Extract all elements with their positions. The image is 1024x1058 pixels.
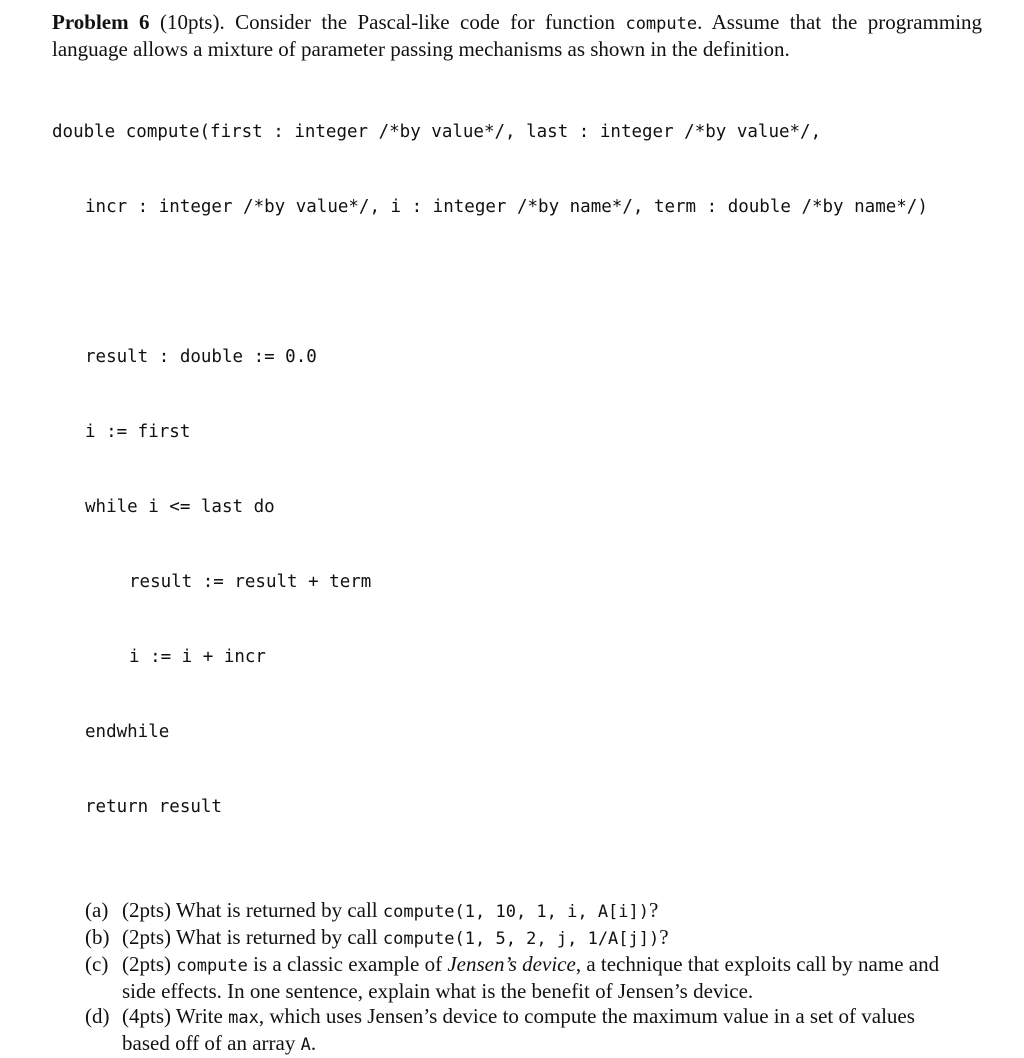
question-emphasis: Jensen’s device: [447, 952, 576, 976]
code-signature-line-1: double compute(first : integer /*by value*/, last : integer /*by value*/,: [52, 122, 822, 142]
question-code: compute(1, 10, 1, i, A[i]): [382, 902, 649, 922]
question-points: (2pts): [122, 925, 171, 949]
problem-text-before: Consider the Pascal-like code for function: [235, 10, 616, 34]
problem-statement: [52, 10, 982, 62]
code-line: result : double := 0.0: [85, 347, 317, 367]
question-text: , which uses Jensen’s device to compute the maximum value in a set of values based off of an array: [122, 1004, 915, 1055]
code-line: while i <= last do: [85, 497, 275, 517]
question-label: (d): [85, 1004, 110, 1028]
code-line: i := first: [85, 422, 191, 442]
question-text: What is returned by call: [175, 925, 378, 949]
code-line: i := i + incr: [129, 647, 266, 667]
question-text: Write: [175, 1004, 223, 1028]
question-end: .: [310, 1031, 317, 1055]
code-blank-line: [52, 270, 982, 295]
question-a: [85, 898, 945, 925]
question-label: (b): [85, 925, 110, 949]
question-code: max: [228, 1008, 259, 1028]
code-line: return result: [85, 797, 222, 817]
question-points: (2pts): [122, 952, 171, 976]
question-end: ?: [659, 925, 669, 949]
question-text: What is returned by call: [175, 898, 378, 922]
question-points: (2pts): [122, 898, 171, 922]
question-text: , a technique that exploits call by name and side effects. In one sentence, explain what is the benefit of Jensen’s device.: [122, 952, 940, 1003]
code-line: result := result + term: [129, 572, 372, 592]
question-text: is a classic example of: [253, 952, 443, 976]
question-list: [85, 898, 945, 1058]
question-code: A: [300, 1035, 311, 1055]
question-code: compute(1, 5, 2, j, 1/A[j]): [382, 929, 660, 949]
problem-page: [52, 10, 982, 1058]
question-b: [85, 925, 945, 952]
question-c: [85, 952, 945, 1004]
question-d: [85, 1004, 945, 1058]
question-code: compute: [176, 956, 248, 976]
question-label: (c): [85, 952, 109, 976]
function-name: compute: [625, 14, 698, 34]
code-signature-line-2: incr : integer /*by value*/, i : integer /*by name*/, term : double /*by name*/): [85, 197, 928, 217]
question-end: ?: [649, 898, 659, 922]
code-block: [52, 70, 982, 870]
problem-heading: Problem 6: [52, 10, 150, 34]
question-label: (a): [85, 898, 109, 922]
code-line: endwhile: [85, 722, 170, 742]
question-points: (4pts): [122, 1004, 171, 1028]
problem-points: (10pts).: [159, 10, 225, 34]
problem-text-after: . Assume that the programming language allows a mixture of parameter passing mechanisms as shown in the definition.: [52, 10, 983, 61]
